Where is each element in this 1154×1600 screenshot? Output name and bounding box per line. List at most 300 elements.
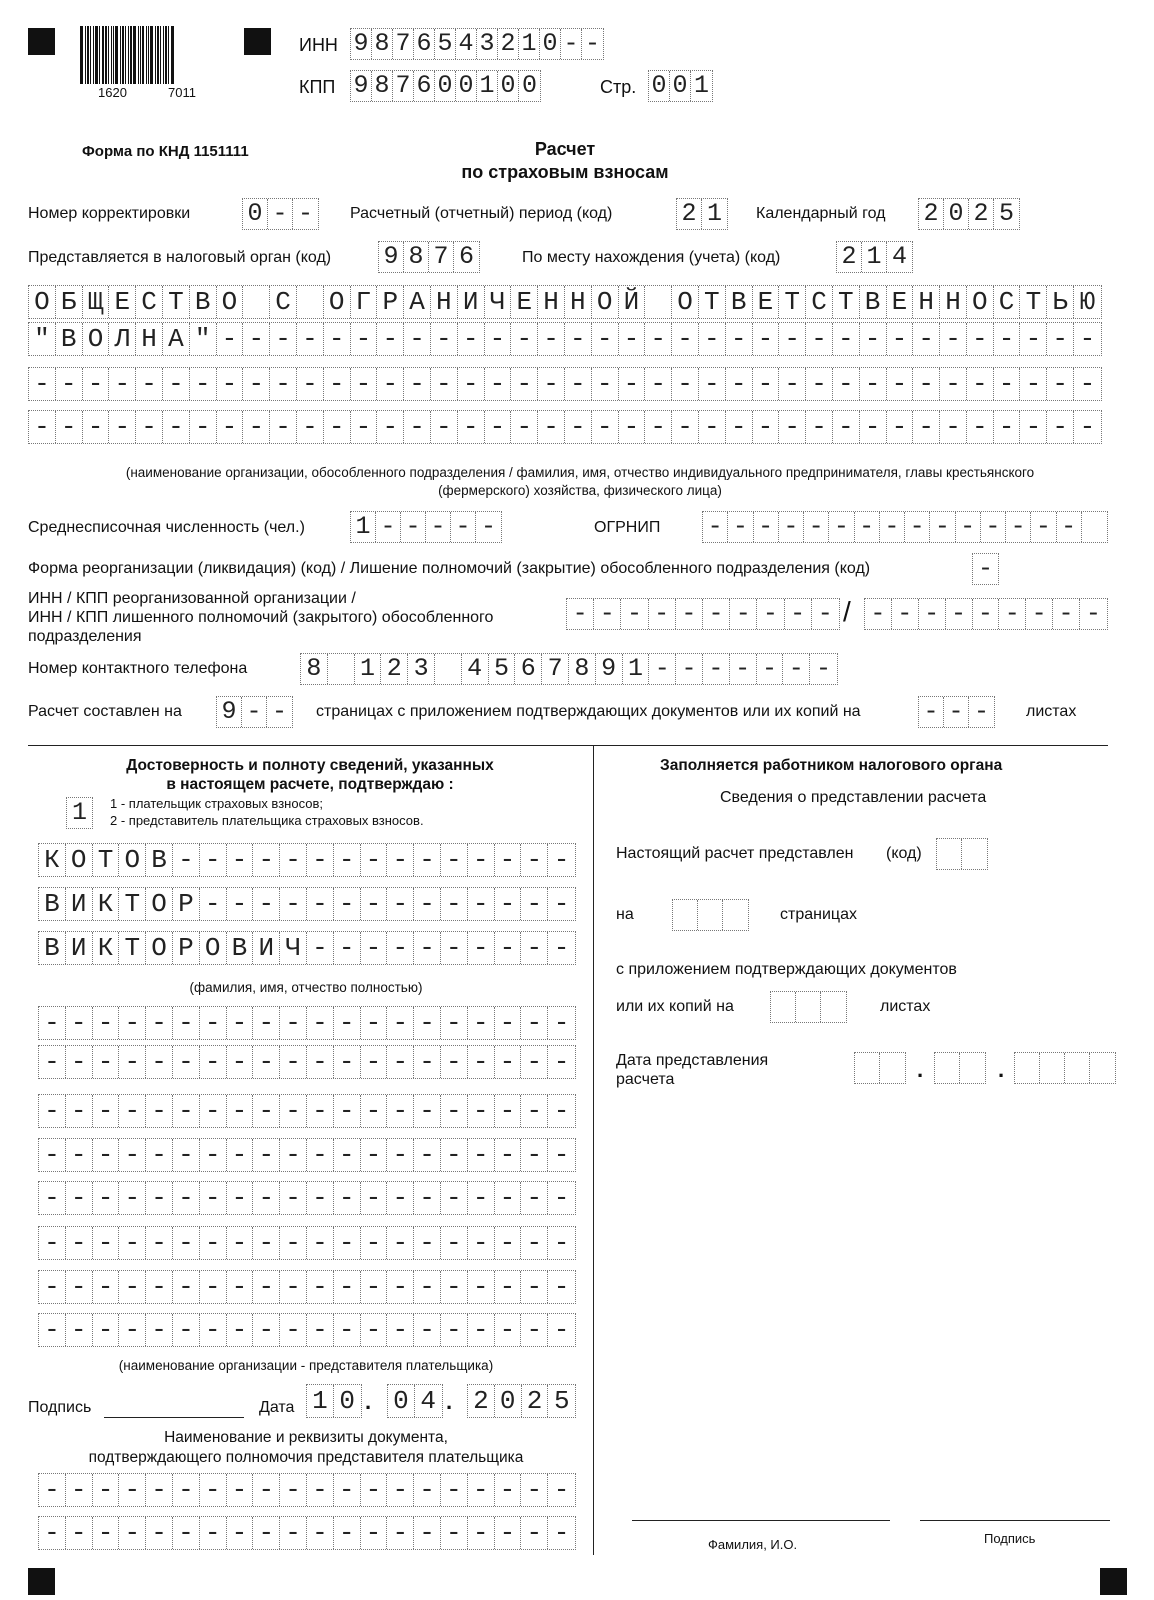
char-cell[interactable]: - (39, 1227, 66, 1259)
char-cell[interactable]: - (253, 1271, 280, 1303)
char-cell[interactable]: 0 (649, 71, 670, 101)
char-cell[interactable]: 7 (429, 242, 454, 272)
char-cell[interactable]: - (119, 1046, 146, 1078)
char-cell[interactable]: - (855, 512, 880, 542)
char-cell[interactable]: - (387, 1227, 414, 1259)
char-cell[interactable]: - (387, 1095, 414, 1127)
char-cell[interactable]: - (538, 411, 565, 443)
char-cell[interactable]: - (414, 1095, 441, 1127)
char-cell[interactable]: - (495, 1139, 522, 1171)
char-cell[interactable]: - (297, 368, 324, 400)
char-cell[interactable]: - (414, 1314, 441, 1346)
char-cell[interactable]: - (521, 1046, 548, 1078)
char-cell[interactable]: - (93, 1517, 120, 1549)
char-cell[interactable]: - (441, 1314, 468, 1346)
char-cell[interactable]: - (227, 1517, 254, 1549)
char-cell[interactable]: - (521, 888, 548, 920)
char-cell[interactable]: - (1047, 368, 1074, 400)
char-cell[interactable]: 6 (458, 242, 474, 271)
char-cell[interactable]: - (441, 1227, 468, 1259)
char-cell[interactable]: - (981, 512, 1006, 542)
char-cell[interactable] (960, 1053, 985, 1083)
char-cell[interactable]: 8 (301, 654, 328, 684)
fio-signature-line[interactable] (632, 1520, 890, 1521)
char-cell[interactable]: - (334, 1227, 361, 1259)
char-cell[interactable]: 8 (569, 654, 596, 684)
char-cell[interactable]: - (977, 554, 993, 583)
char-cell[interactable]: - (703, 599, 730, 629)
period-cells[interactable] (676, 198, 728, 230)
char-cell[interactable]: - (173, 1095, 200, 1127)
rep-row-1[interactable] (38, 1006, 576, 1040)
char-cell[interactable]: - (146, 1046, 173, 1078)
char-cell[interactable]: Р (173, 888, 200, 920)
char-cell[interactable]: - (1047, 411, 1074, 443)
char-cell[interactable]: 4 (891, 242, 907, 271)
char-cell[interactable]: - (495, 1007, 522, 1039)
char-cell[interactable]: 8 (372, 29, 393, 59)
char-cell[interactable]: - (93, 1227, 120, 1259)
char-cell[interactable]: - (645, 323, 672, 355)
char-cell[interactable]: - (119, 1139, 146, 1171)
char-cell[interactable]: - (468, 1007, 495, 1039)
char-cell[interactable]: 9 (351, 71, 372, 101)
char-cell[interactable]: Е (753, 286, 780, 318)
char-cell[interactable]: - (173, 1007, 200, 1039)
char-cell[interactable]: - (270, 323, 297, 355)
char-cell[interactable]: - (200, 1227, 227, 1259)
char-cell[interactable]: - (468, 888, 495, 920)
char-cell[interactable]: - (649, 654, 676, 684)
char-cell[interactable]: - (468, 1474, 495, 1506)
char-cell[interactable]: - (672, 323, 699, 355)
char-cell[interactable]: - (387, 1517, 414, 1549)
char-cell[interactable]: О (672, 286, 699, 318)
char-cell[interactable]: - (334, 1182, 361, 1214)
char-cell[interactable]: - (726, 411, 753, 443)
char-cell[interactable]: - (361, 1314, 388, 1346)
char-cell[interactable]: - (136, 411, 163, 443)
char-cell[interactable]: - (307, 1046, 334, 1078)
char-cell[interactable]: - (880, 512, 905, 542)
char-cell[interactable]: - (173, 1182, 200, 1214)
headcount-cells[interactable] (350, 511, 502, 543)
char-cell[interactable]: Г (351, 286, 378, 318)
char-cell[interactable]: - (553, 1475, 570, 1505)
char-cell[interactable]: - (200, 1474, 227, 1506)
char-cell[interactable]: - (334, 932, 361, 964)
char-cell[interactable]: - (414, 1271, 441, 1303)
char-cell[interactable]: - (930, 512, 955, 542)
char-cell[interactable]: 1 (862, 242, 887, 272)
first-name-cells[interactable] (38, 887, 576, 921)
char-cell[interactable]: - (728, 512, 753, 542)
char-cell[interactable]: - (146, 1182, 173, 1214)
char-cell[interactable]: - (324, 323, 351, 355)
char-cell[interactable]: Ч (280, 932, 307, 964)
char-cell[interactable]: 1 (351, 512, 376, 542)
char-cell[interactable]: - (361, 1517, 388, 1549)
char-cell[interactable]: - (280, 1517, 307, 1549)
char-cell[interactable]: - (414, 932, 441, 964)
char-cell[interactable]: - (468, 1046, 495, 1078)
char-cell[interactable]: - (361, 1007, 388, 1039)
char-cell[interactable]: - (892, 599, 919, 629)
char-cell[interactable]: - (699, 368, 726, 400)
org-name-row-4[interactable] (28, 410, 1102, 444)
char-cell[interactable]: - (217, 323, 244, 355)
char-cell[interactable] (435, 654, 462, 684)
char-cell[interactable]: И (66, 932, 93, 964)
char-cell[interactable]: - (458, 411, 485, 443)
officer-signature-line[interactable] (920, 1520, 1110, 1521)
char-cell[interactable]: - (414, 1139, 441, 1171)
submit-date-year-cells[interactable] (1014, 1052, 1116, 1084)
char-cell[interactable]: - (39, 1474, 66, 1506)
char-cell[interactable]: - (779, 512, 804, 542)
char-cell[interactable]: - (243, 411, 270, 443)
char-cell[interactable]: - (404, 411, 431, 443)
char-cell[interactable] (1065, 1053, 1090, 1083)
submitted-code-cells[interactable] (936, 838, 988, 870)
char-cell[interactable]: - (66, 1517, 93, 1549)
char-cell[interactable]: - (431, 368, 458, 400)
char-cell[interactable] (855, 1053, 880, 1083)
char-cell[interactable]: - (865, 599, 892, 629)
char-cell[interactable]: - (495, 1227, 522, 1259)
char-cell[interactable]: - (567, 599, 594, 629)
char-cell[interactable]: В (146, 844, 173, 876)
char-cell[interactable]: - (377, 323, 404, 355)
char-cell[interactable]: - (270, 411, 297, 443)
char-cell[interactable]: - (757, 599, 784, 629)
char-cell[interactable]: О (29, 286, 56, 318)
char-cell[interactable]: - (109, 368, 136, 400)
char-cell[interactable]: - (217, 368, 244, 400)
char-cell[interactable]: - (66, 1046, 93, 1078)
char-cell[interactable]: - (351, 368, 378, 400)
char-cell[interactable]: - (307, 1271, 334, 1303)
char-cell[interactable]: 9 (596, 654, 623, 684)
char-cell[interactable]: - (361, 1271, 388, 1303)
char-cell[interactable]: - (829, 512, 854, 542)
char-cell[interactable]: - (468, 1139, 495, 1171)
char-cell[interactable]: Н (136, 323, 163, 355)
char-cell[interactable]: 2 (522, 1385, 549, 1417)
char-cell[interactable]: - (521, 1517, 548, 1549)
rep-row-6[interactable] (38, 1226, 576, 1260)
char-cell[interactable]: - (253, 1139, 280, 1171)
char-cell[interactable]: - (806, 323, 833, 355)
char-cell[interactable]: - (538, 323, 565, 355)
char-cell[interactable]: - (426, 512, 451, 542)
right-attach-cells[interactable] (770, 991, 847, 1023)
char-cell[interactable]: - (307, 1474, 334, 1506)
char-cell[interactable]: К (93, 932, 120, 964)
char-cell[interactable]: - (280, 1046, 307, 1078)
char-cell[interactable]: - (227, 1046, 254, 1078)
char-cell[interactable]: - (594, 599, 621, 629)
char-cell[interactable]: - (280, 1007, 307, 1039)
correction-cells[interactable] (242, 198, 319, 230)
patronymic-cells[interactable] (38, 931, 576, 965)
char-cell[interactable]: 7 (542, 654, 569, 684)
char-cell[interactable]: Т (119, 888, 146, 920)
char-cell[interactable]: - (1057, 512, 1082, 542)
char-cell[interactable]: - (200, 888, 227, 920)
char-cell[interactable]: Т (699, 286, 726, 318)
char-cell[interactable]: - (29, 368, 56, 400)
char-cell[interactable]: - (324, 368, 351, 400)
char-cell[interactable]: - (833, 323, 860, 355)
char-cell[interactable]: - (297, 323, 324, 355)
char-cell[interactable]: 9 (217, 697, 242, 727)
char-cell[interactable]: - (39, 1182, 66, 1214)
char-cell[interactable]: - (703, 654, 730, 684)
char-cell[interactable]: - (56, 411, 83, 443)
reorg-kpp-cells[interactable] (864, 598, 1108, 630)
rep-row-3[interactable] (38, 1094, 576, 1128)
char-cell[interactable]: - (730, 654, 757, 684)
char-cell[interactable]: 2 (969, 199, 994, 229)
char-cell[interactable]: - (387, 1182, 414, 1214)
char-cell[interactable]: - (726, 368, 753, 400)
char-cell[interactable]: - (621, 599, 648, 629)
char-cell[interactable]: - (119, 1474, 146, 1506)
char-cell[interactable]: В (39, 888, 66, 920)
char-cell[interactable]: 9 (351, 29, 372, 59)
char-cell[interactable]: - (173, 1271, 200, 1303)
char-cell[interactable]: - (468, 1271, 495, 1303)
char-cell[interactable] (1015, 1053, 1040, 1083)
char-cell[interactable]: 1 (307, 1385, 334, 1417)
char-cell[interactable]: С (136, 286, 163, 318)
char-cell[interactable]: - (253, 844, 280, 876)
submit-date-day-cells[interactable] (854, 1052, 906, 1084)
char-cell[interactable]: - (253, 1007, 280, 1039)
char-cell[interactable]: 0 (495, 1385, 522, 1417)
attach-cells[interactable] (918, 696, 995, 728)
char-cell[interactable]: - (190, 368, 217, 400)
char-cell[interactable]: 4 (462, 654, 489, 684)
char-cell[interactable]: - (468, 1182, 495, 1214)
char-cell[interactable]: К (39, 844, 66, 876)
char-cell[interactable]: - (521, 1227, 548, 1259)
char-cell[interactable] (935, 1053, 960, 1083)
char-cell[interactable]: - (1006, 512, 1031, 542)
char-cell[interactable]: - (1031, 512, 1056, 542)
char-cell[interactable]: - (200, 1007, 227, 1039)
char-cell[interactable]: 5 (489, 654, 516, 684)
char-cell[interactable]: - (307, 1139, 334, 1171)
char-cell[interactable]: - (441, 932, 468, 964)
char-cell[interactable]: - (227, 1139, 254, 1171)
char-cell[interactable]: - (93, 1007, 120, 1039)
char-cell[interactable]: - (468, 1314, 495, 1346)
char-cell[interactable]: А (163, 323, 190, 355)
char-cell[interactable]: 1 (71, 798, 87, 827)
char-cell[interactable]: - (553, 889, 570, 919)
char-cell[interactable]: 0 (521, 71, 537, 100)
char-cell[interactable]: - (645, 368, 672, 400)
char-cell[interactable] (880, 1053, 905, 1083)
char-cell[interactable]: - (553, 1183, 570, 1213)
char-cell[interactable]: - (351, 411, 378, 443)
char-cell[interactable]: - (485, 323, 512, 355)
char-cell[interactable]: - (495, 844, 522, 876)
char-cell[interactable]: - (307, 1227, 334, 1259)
char-cell[interactable]: - (307, 888, 334, 920)
char-cell[interactable]: Н (913, 286, 940, 318)
char-cell[interactable]: - (521, 1095, 548, 1127)
char-cell[interactable]: - (387, 1474, 414, 1506)
char-cell[interactable]: - (361, 1227, 388, 1259)
char-cell[interactable]: - (441, 1007, 468, 1039)
char-cell[interactable]: Н (565, 286, 592, 318)
char-cell[interactable]: - (940, 411, 967, 443)
char-cell[interactable] (297, 286, 324, 318)
char-cell[interactable]: - (361, 1046, 388, 1078)
char-cell[interactable]: - (253, 1182, 280, 1214)
char-cell[interactable]: - (93, 1314, 120, 1346)
char-cell[interactable]: Ь (1047, 286, 1074, 318)
char-cell[interactable]: - (511, 323, 538, 355)
char-cell[interactable]: - (227, 1271, 254, 1303)
char-cell[interactable]: - (967, 411, 994, 443)
char-cell[interactable]: Н (940, 286, 967, 318)
page-cells[interactable] (648, 70, 713, 102)
char-cell[interactable]: Щ (83, 286, 110, 318)
char-cell[interactable]: - (66, 1182, 93, 1214)
char-cell[interactable]: И (458, 286, 485, 318)
char-cell[interactable]: - (946, 599, 973, 629)
char-cell[interactable]: Т (779, 286, 806, 318)
char-cell[interactable]: - (307, 1314, 334, 1346)
phone-cells[interactable] (300, 653, 838, 685)
char-cell[interactable]: Р (173, 932, 200, 964)
char-cell[interactable]: 0 (540, 29, 561, 59)
char-cell[interactable]: - (200, 844, 227, 876)
char-cell[interactable]: - (227, 1227, 254, 1259)
char-cell[interactable]: - (887, 323, 914, 355)
char-cell[interactable]: - (816, 654, 832, 683)
char-cell[interactable]: - (905, 512, 930, 542)
char-cell[interactable]: 8 (372, 71, 393, 101)
char-cell[interactable]: - (495, 1095, 522, 1127)
char-cell[interactable]: - (521, 1474, 548, 1506)
char-cell[interactable]: - (521, 1271, 548, 1303)
char-cell[interactable]: - (584, 29, 600, 58)
char-cell[interactable]: - (324, 411, 351, 443)
tax-authority-cells[interactable] (378, 241, 480, 273)
date-month-cells[interactable] (387, 1384, 443, 1418)
char-cell[interactable]: - (119, 1007, 146, 1039)
char-cell[interactable]: - (146, 1007, 173, 1039)
date-year-cells[interactable] (467, 1384, 576, 1418)
year-cells[interactable] (918, 198, 1020, 230)
char-cell[interactable]: - (297, 411, 324, 443)
char-cell[interactable]: - (163, 368, 190, 400)
char-cell[interactable]: - (227, 1007, 254, 1039)
char-cell[interactable]: 1 (693, 71, 709, 100)
char-cell[interactable]: - (619, 368, 646, 400)
char-cell[interactable]: - (1020, 411, 1047, 443)
char-cell[interactable]: 0 (670, 71, 691, 101)
char-cell[interactable]: " (29, 323, 56, 355)
char-cell[interactable]: - (956, 512, 981, 542)
char-cell[interactable]: 1 (477, 71, 498, 101)
char-cell[interactable]: - (119, 1182, 146, 1214)
char-cell[interactable]: - (1079, 324, 1096, 354)
char-cell[interactable]: - (1026, 599, 1053, 629)
char-cell[interactable]: - (553, 1272, 570, 1302)
char-cell[interactable]: - (280, 1474, 307, 1506)
char-cell[interactable]: - (414, 1227, 441, 1259)
char-cell[interactable]: 5 (553, 1386, 570, 1416)
char-cell[interactable]: - (485, 411, 512, 443)
char-cell[interactable]: - (994, 411, 1021, 443)
char-cell[interactable]: - (173, 1227, 200, 1259)
char-cell[interactable]: - (173, 1046, 200, 1078)
char-cell[interactable]: - (66, 1474, 93, 1506)
char-cell[interactable] (723, 900, 748, 930)
char-cell[interactable]: - (334, 1007, 361, 1039)
char-cell[interactable]: 2 (498, 29, 519, 59)
char-cell[interactable]: - (190, 411, 217, 443)
char-cell[interactable]: - (243, 368, 270, 400)
char-cell[interactable]: - (860, 323, 887, 355)
char-cell[interactable]: - (253, 888, 280, 920)
char-cell[interactable]: - (387, 1046, 414, 1078)
char-cell[interactable]: Е (887, 286, 914, 318)
char-cell[interactable]: - (458, 368, 485, 400)
char-cell[interactable]: 0 (243, 199, 268, 229)
char-cell[interactable]: - (511, 411, 538, 443)
char-cell[interactable]: - (163, 411, 190, 443)
char-cell[interactable]: - (553, 1096, 570, 1126)
char-cell[interactable]: С (994, 286, 1021, 318)
char-cell[interactable]: - (672, 411, 699, 443)
char-cell[interactable] (937, 839, 962, 869)
doc-row-2[interactable] (38, 1516, 576, 1550)
char-cell[interactable]: - (833, 368, 860, 400)
char-cell[interactable]: - (39, 1139, 66, 1171)
char-cell[interactable]: - (521, 1182, 548, 1214)
char-cell[interactable]: - (173, 1314, 200, 1346)
char-cell[interactable]: - (119, 1314, 146, 1346)
char-cell[interactable]: - (649, 599, 676, 629)
char-cell[interactable]: 2 (381, 654, 408, 684)
char-cell[interactable] (962, 839, 987, 869)
char-cell[interactable]: - (146, 1227, 173, 1259)
char-cell[interactable]: - (66, 1271, 93, 1303)
char-cell[interactable]: - (334, 1271, 361, 1303)
char-cell[interactable]: 0 (388, 1385, 415, 1417)
char-cell[interactable]: - (387, 1007, 414, 1039)
char-cell[interactable]: - (217, 411, 244, 443)
char-cell[interactable]: - (495, 1314, 522, 1346)
char-cell[interactable]: - (414, 1046, 441, 1078)
char-cell[interactable]: - (334, 1046, 361, 1078)
char-cell[interactable]: - (93, 1474, 120, 1506)
char-cell[interactable]: - (227, 1095, 254, 1127)
char-cell[interactable]: - (940, 368, 967, 400)
char-cell[interactable]: - (468, 932, 495, 964)
char-cell[interactable]: - (699, 411, 726, 443)
char-cell[interactable]: - (146, 1474, 173, 1506)
char-cell[interactable]: - (779, 411, 806, 443)
char-cell[interactable]: - (726, 323, 753, 355)
